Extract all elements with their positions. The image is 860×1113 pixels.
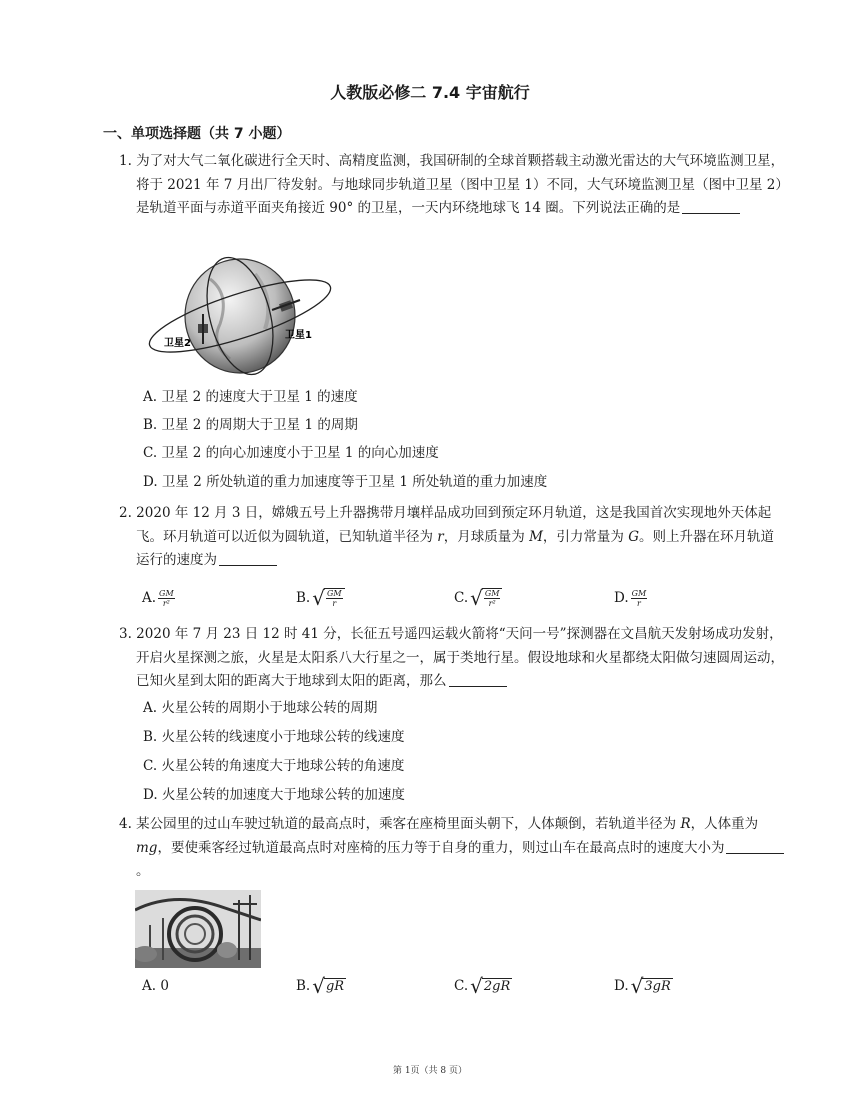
q2-option-d[interactable] bbox=[614, 583, 647, 613]
numerator: GM bbox=[631, 588, 647, 598]
answer-blank bbox=[726, 839, 784, 854]
option-label: B. bbox=[296, 590, 311, 606]
satellite-1-label: 卫星1 bbox=[285, 330, 312, 341]
q4-option-c[interactable] bbox=[454, 971, 512, 1001]
q4-option-a[interactable] bbox=[142, 971, 169, 1001]
q4-text-c: ，要使乘客经过轨道最高点时对座椅的压力等于自身的重力，则过山车在最高点时的速度大小为 bbox=[157, 839, 725, 856]
q2-option-a[interactable] bbox=[142, 583, 175, 613]
q4-text-a: 4. 某公园里的过山车驶过轨道的最高点时，乘客在座椅里面头朝下，人体颠倒，若轨道半径为 bbox=[119, 816, 681, 832]
fraction bbox=[326, 589, 343, 608]
q2-text-c: ，引力常量为 bbox=[542, 528, 629, 545]
radicand: 3gR bbox=[644, 978, 671, 994]
q1-option-d[interactable]: D. 卫星 2 所处轨道的重力加速度等于卫星 1 所处轨道的重力加速度 bbox=[143, 474, 548, 490]
q2-text-a: 2. 2020 年 12 月 3 日，嫦娥五号上升器携带月壤样品成功回到预定环月轨道，这是我国首次实现地外天体起飞。环月轨道可以近似为圆轨道，已知轨道半径为 bbox=[119, 505, 772, 545]
q3-option-d[interactable]: D. 火星公转的加速度大于地球公转的加速度 bbox=[143, 787, 405, 803]
option-text: A. 0 bbox=[142, 978, 169, 994]
page-title: 人教版必修二 7.4 宇宙航行 bbox=[330, 83, 530, 102]
var-M: M bbox=[529, 528, 543, 545]
square-root: √ gR bbox=[312, 974, 345, 998]
option-label: C. bbox=[454, 590, 469, 606]
answer-blank bbox=[219, 551, 277, 566]
q2-options bbox=[142, 583, 762, 613]
option-label: D. bbox=[614, 978, 629, 994]
q1-option-a[interactable]: A. 卫星 2 的速度大于卫星 1 的速度 bbox=[143, 389, 358, 405]
fraction bbox=[631, 589, 648, 608]
q2-option-b[interactable] bbox=[296, 583, 345, 613]
option-label: D. bbox=[614, 590, 629, 606]
question-1-text bbox=[119, 150, 786, 221]
square-root: √ 3gR bbox=[630, 974, 671, 998]
question-3-body: 3. 2020 年 7 月 23 日 12 时 41 分，长征五号遥四运载火箭将“天问一号”探测器在文昌航天发射场成功发射，开启火星探测之旅，火星是太阳系八大行星之一，属于类地行星。假设地球和火星都绕太阳做匀速圆周运动，已知火星到太阳的距离大于地球到太阳的距离，那么 bbox=[119, 626, 784, 689]
fraction bbox=[158, 589, 175, 608]
var-G: G bbox=[628, 528, 639, 545]
q3-option-b[interactable]: B. 火星公转的线速度小于地球公转的线速度 bbox=[143, 729, 405, 745]
q4-option-d[interactable] bbox=[614, 971, 673, 1001]
q4-text-end: 。 bbox=[136, 863, 150, 879]
q4-option-b[interactable] bbox=[296, 971, 346, 1001]
denominator: r² bbox=[488, 599, 496, 608]
q3-option-a[interactable]: A. 火星公转的周期小于地球公转的周期 bbox=[143, 700, 378, 716]
section-heading: 一、单项选择题（共 7 小题） bbox=[103, 126, 291, 142]
square-root: √ 2gR bbox=[470, 974, 511, 998]
denominator: r bbox=[637, 598, 641, 608]
question-3-text bbox=[119, 623, 786, 694]
square-root: √ $\frac{GM}{r}$ bbox=[312, 588, 344, 608]
fraction bbox=[484, 589, 501, 608]
page-footer: 第 1页（共 8 页） bbox=[392, 1066, 468, 1076]
answer-blank bbox=[449, 672, 507, 687]
satellite-2-label: 卫星2 bbox=[164, 338, 191, 349]
square-root: √ $\frac{GM}{\text{r²}}$ bbox=[470, 588, 502, 608]
answer-blank bbox=[682, 199, 740, 214]
q2-option-c[interactable] bbox=[454, 583, 502, 613]
q2-text-b: ，月球质量为 bbox=[443, 528, 530, 545]
option-label: C. bbox=[454, 978, 469, 994]
q4-options bbox=[142, 971, 762, 1001]
q1-option-b[interactable]: B. 卫星 2 的周期大于卫星 1 的周期 bbox=[143, 417, 358, 433]
option-label: A. bbox=[142, 590, 157, 606]
var-mg: mg bbox=[136, 839, 158, 856]
var-R: R bbox=[680, 816, 691, 832]
question-1-body: 1. 为了对大气二氧化碳进行全天时、高精度监测，我国研制的全球首颗搭载主动激光雷达的大气环境监测卫星，将于 2021 年 7 月出厂待发射。与地球同步轨道卫星（图中卫星 1）不同，大气环境监测卫星（图中卫星 2）是轨道平面与赤道平面夹角接近 90° 的卫星，一天内环绕地球飞 14 圈。下列说法正确的是 bbox=[119, 153, 785, 216]
q4-text-b: ，人体重为 bbox=[690, 816, 759, 832]
q3-option-c[interactable]: C. 火星公转的角速度大于地球公转的角速度 bbox=[143, 758, 405, 774]
denominator: r bbox=[332, 599, 337, 608]
question-4-text bbox=[119, 813, 786, 884]
satellite-orbit-figure bbox=[140, 254, 340, 378]
numerator: GM bbox=[326, 589, 342, 598]
option-label: B. bbox=[296, 978, 311, 994]
q2-text-d: 。则上升器在环月轨道运行的速度为 bbox=[136, 528, 774, 568]
denominator: r² bbox=[162, 598, 170, 608]
roller-coaster-photo bbox=[135, 890, 261, 968]
numerator: GM bbox=[484, 589, 500, 598]
numerator: GM bbox=[159, 588, 174, 598]
question-2-text bbox=[119, 502, 786, 573]
radicand: 2gR bbox=[483, 978, 511, 994]
var-r: r bbox=[437, 528, 444, 545]
q1-option-c[interactable]: C. 卫星 2 的向心加速度小于卫星 1 的向心加速度 bbox=[143, 445, 439, 461]
radicand: gR bbox=[325, 978, 345, 994]
